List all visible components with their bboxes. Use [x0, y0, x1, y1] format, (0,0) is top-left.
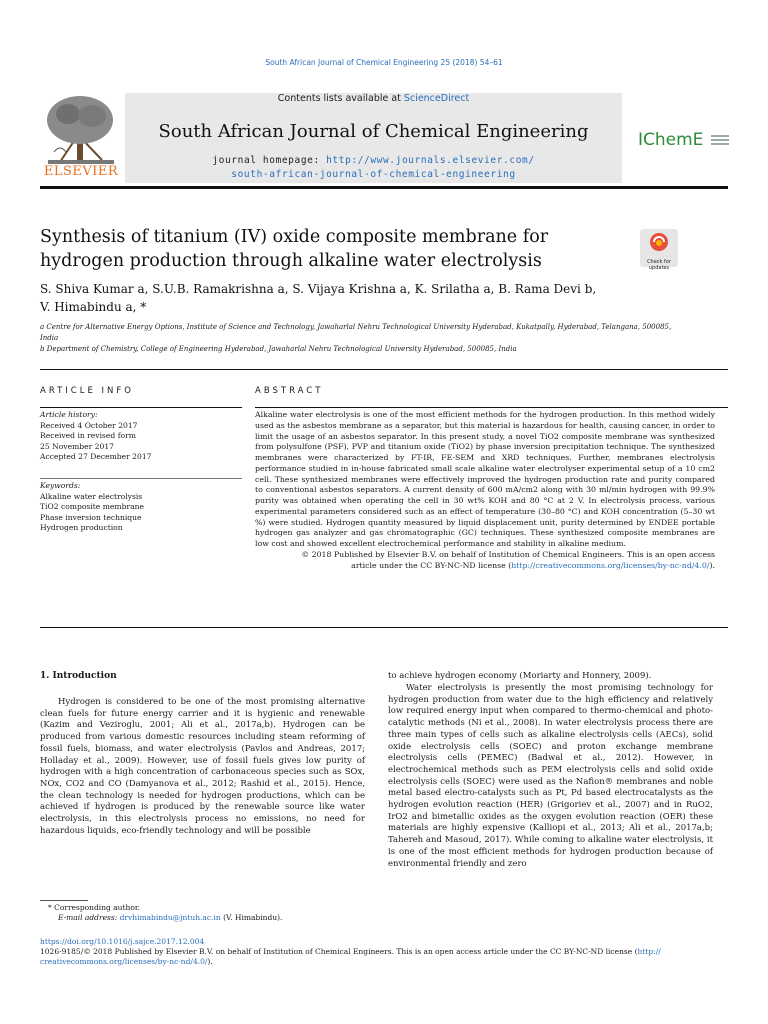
- doi-link[interactable]: https://doi.org/10.1016/j.sajce.2017.12.004: [40, 937, 205, 946]
- affiliation-b: b Department of Chemistry, College of Engineering Hyderabad, Jawaharlal Nehru Technological University Hyderabad, 500085, India: [40, 345, 517, 353]
- elsevier-logo: [40, 92, 122, 182]
- history-label: Article history:: [40, 410, 98, 419]
- license-end: ).: [207, 957, 213, 966]
- abstract-rule: [255, 407, 728, 408]
- keyword-item: TiO2 composite membrane: [40, 502, 145, 511]
- article-history: [40, 410, 242, 463]
- affiliations: [40, 322, 680, 355]
- abstract-text: Alkaline water electrolysis is one of the most efficient methods for the hydrogen production. In this method widely used as the asbestos membrane as a separator, but this material is hazardous for health, causing cancer, in order to limit the usage of an asbestos separator. In this present study, a novel TiO2 composite membrane was synthesized from polysulfone (PSF), PVP and titanium oxide (TiO2) by phase inversion precipitation technique. The synthesized membranes were characterized by FT-IR, FE-SEM and XRD techniques. Further, membranes electrolysis performance studied in in-house fabricated small scale alkaline water electrolyser experimental setup of a 10 cm2 cell. These synthesized membranes were effectively improved the hydrogen production rate and purity compared to conventional asbestos separators. A current density of 600 mA/cm2 along with 30 ml/min hydrogen with 99.9% purity was obtained when operating the cell in 30 wt% KOH and 80 °C at 2 V. In electrolysis process, various experimental parameters considered such as an effect of temperature (30–80 °C) and KOH concentration (5–30 wt %) were studied. Hydrogen quantity measured by liquid displacement unit, purity determined by ENDEE portable hydrogen gas analyzer and gas chromatographic (GC) techniques. These synthesized composite membranes are low cost and showed excellent electrochemical performance and stability in alkaline medium.: [255, 410, 715, 548]
- affiliation-rule: [40, 369, 728, 370]
- check-updates-label: Check for updates: [647, 259, 671, 271]
- corresponding-author: * Corresponding author.: [48, 903, 141, 912]
- email-label: E-mail address:: [58, 913, 120, 922]
- author-list: [40, 280, 660, 316]
- copyright-text: article under the CC BY-NC-ND license (: [351, 560, 512, 570]
- homepage-label: journal homepage:: [212, 155, 327, 166]
- contents-available: [125, 93, 622, 104]
- authors-line-1: S. Shiva Kumar a, S.U.B. Ramakrishna a, S. Vijaya Krishna a, K. Srilatha a, B. Rama Devi b,: [40, 282, 597, 296]
- check-for-updates-button[interactable]: [640, 229, 678, 271]
- elsevier-wordmark: ELSEVIER: [43, 164, 119, 179]
- cc-license-link[interactable]: http://creativecommons.org/licenses/by-nc-nd/4.0/: [511, 560, 710, 570]
- homepage-url-line1[interactable]: http://www.journals.elsevier.com/: [326, 155, 535, 166]
- email-link[interactable]: drvhimabindu@jntuh.ac.in: [119, 913, 221, 922]
- license-text: 1026-9185/© 2018 Published by Elsevier B.V. on behalf of Institution of Chemical Engineers. This is an open access article under the CC BY-NC-ND license (: [40, 947, 638, 956]
- license-link-part2[interactable]: creativecommons.org/licenses/by-nc-nd/4.0/: [40, 957, 208, 966]
- sciencedirect-link[interactable]: ScienceDirect: [403, 93, 470, 104]
- abstract-copyright-line1: © 2018 Published by Elsevier B.V. on behalf of Institution of Chemical Engineers. This is an open access: [301, 549, 715, 559]
- journal-title: South African Journal of Chemical Engineering: [158, 121, 589, 142]
- icheme-wordmark: IChemE: [638, 130, 704, 150]
- keywords-rule: [40, 478, 242, 479]
- keyword-item: Phase inversion technique: [40, 512, 142, 522]
- keyword-item: Alkaline water electrolysis: [40, 491, 143, 501]
- keywords-label: Keywords:: [40, 481, 81, 490]
- email-name: (V. Himabindu).: [220, 913, 283, 922]
- contents-prefix: Contents lists available at: [277, 93, 404, 104]
- history-item: Accepted 27 December 2017: [40, 452, 152, 461]
- abstract: [255, 410, 715, 571]
- keyword-item: Hydrogen production: [40, 523, 123, 532]
- homepage-url-line2[interactable]: south-african-journal-of-chemical-engineering: [231, 169, 516, 180]
- icheme-tagline-icon: [709, 132, 731, 148]
- license-link-part1[interactable]: http://: [637, 947, 661, 956]
- abstract-heading: ABSTRACT: [255, 386, 324, 396]
- license-line: [40, 947, 728, 967]
- header-rule: [40, 186, 728, 189]
- footnote-rule: [40, 900, 88, 901]
- copyright-end: ).: [709, 560, 715, 570]
- history-item: 25 November 2017: [40, 441, 115, 451]
- journal-homepage: [125, 154, 622, 182]
- section-heading-introduction: 1. Introduction: [40, 671, 117, 681]
- article-title: Synthesis of titanium (IV) oxide composite membrane for hydrogen production through alkaline water electrolysis: [40, 227, 549, 271]
- history-item: Received 4 October 2017: [40, 420, 138, 430]
- check-updates-icon: [640, 229, 678, 255]
- abstract-bottom-rule: [40, 627, 728, 628]
- icheme-logo: [638, 130, 731, 150]
- keywords: [40, 481, 242, 534]
- intro-right-paragraph-1: to achieve hydrogen economy (Moriarty and Honnery, 2009).: [388, 671, 652, 681]
- intro-right-paragraph-2: Water electrolysis is presently the most promising technology for hydrogen production from water due to the high efficiency and relatively low required energy input when compared to thermo-chemical and photo-catalytic methods (Ni et al., 2008). In water electrolysis process there are three main types of cells such as alkaline electrolysis cells (AECs), solid oxide electrolysis cells (SOEC) and proton exchange membrane electrolysis cells (PEMEC) (Badwal et al., 2012). However, in electrochemical methods such as PEM electrolysis cells and solid oxide electrolysis cells (SOEC) were used as the Nafion® membranes and noble metal based electro-catalysts such as Pt, Pd based electrocatalysts as the hydrogen evolution reaction (HER) (Grigoriev et al., 2007) and in RuO2, IrO2 and bimetallic oxides as the oxygen evolution reaction (OER) these materials are highly expensive (Kalliopi et al., 2013; Ali et al., 2017a,b; Tahereh and Masoud, 2017). While coming to alkaline water electrolysis, it is one of the most efficient methods for hydrogen production because of environmental friendly and zero: [388, 683, 713, 869]
- intro-left-paragraph: Hydrogen is considered to be one of the most promising alternative clean fuels for future energy carrier and it is hygienic and renewable (Kazim and Veziroglu, 2001; Ali et al., 2017a,b). Hydrogen can be produced from various domestic resources including steam reforming of fossil fuels, biomass, and water electrolysis (Pavlos and Andreas, 2017; Holladay et al., 2009). However, use of fossil fuels gives low purity of hydrogen with a high concentration of carbonaceous species such as SOx, NOx, CO2 and CO (Damyanova et al., 2012; Rashid et al., 2015). Hence, the clean technology is needed for hydrogen productions, which can be achieved if hydrogen is produced by the renewable source like water electrolysis, in this electrolysis process no emissions, no need for hazardous liquids, eco-friendly technology and will be possible: [40, 697, 365, 836]
- footnote: [48, 903, 282, 923]
- abstract-copyright-line2: [255, 561, 715, 572]
- page-footer: [40, 937, 728, 967]
- article-info-rule: [40, 407, 242, 408]
- history-item: Received in revised form: [40, 431, 136, 440]
- journal-citation[interactable]: South African Journal of Chemical Engineering 25 (2018) 54–61: [265, 58, 503, 67]
- article-info-heading: ARTICLE INFO: [40, 386, 134, 396]
- authors-line-2: V. Himabindu a, *: [40, 300, 147, 314]
- affiliation-a: a Centre for Alternative Energy Options, Institute of Science and Technology, Jawaharlal Nehru Technological University Hyderabad, Kukatpally, Hyderabad, Telangana, 500085, India: [40, 323, 672, 342]
